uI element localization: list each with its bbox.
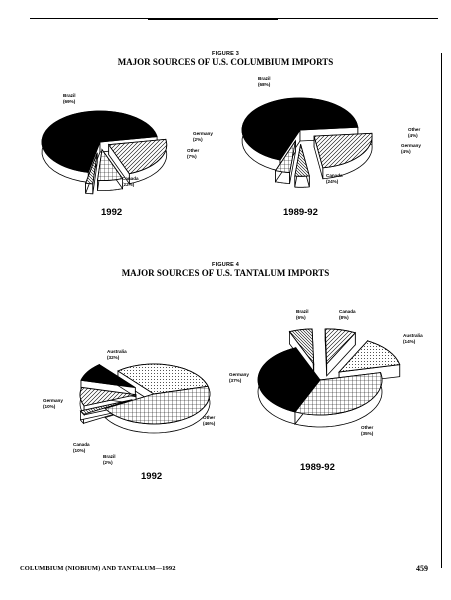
figure4-label: FIGURE 4: [212, 262, 239, 268]
slice-label-other: Other: [361, 425, 374, 430]
slice-label-other: Other: [203, 415, 216, 420]
slice-label-australia: Australia: [107, 349, 127, 354]
slice-percent-brazil: (6%): [296, 315, 306, 320]
slice-percent-germany: (10%): [43, 404, 56, 409]
slice-label-canada: Canada: [73, 442, 90, 447]
slice-percent-other: (35%): [361, 431, 374, 436]
slice-label-brazil: Brazil: [63, 93, 76, 98]
slice-label-brazil: Brazil: [103, 454, 116, 459]
figure3-label: FIGURE 3: [212, 51, 239, 57]
slice-percent-brazil: (68%): [258, 82, 271, 87]
figure4-title: MAJOR SOURCES OF U.S. TANTALUM IMPORTS: [121, 268, 330, 278]
slice-label-brazil: Brazil: [258, 76, 271, 81]
pie-chart-1: [42, 93, 213, 194]
slice-percent-germany: (2%): [193, 137, 203, 142]
slice-label-canada: Canada: [339, 309, 356, 314]
slice-percent-other: (4%): [408, 133, 418, 138]
slice-percent-other: (46%): [203, 421, 216, 426]
footer-title: COLUMBIUM (NIOBIUM) AND TANTALUM—1992: [20, 565, 176, 572]
page-number: 459: [416, 564, 428, 573]
slice-label-germany: Germany: [401, 143, 421, 148]
slice-percent-brazil: (2%): [103, 460, 113, 465]
slice-label-germany: Germany: [229, 372, 249, 377]
slice-percent-germany: (4%): [401, 149, 411, 154]
pie-chart-4: [229, 309, 423, 436]
pie-slice-germany: [295, 144, 310, 176]
slice-percent-other: (7%): [187, 154, 197, 159]
pie-chart-3: [43, 349, 216, 465]
slice-percent-canada: (22%): [122, 182, 135, 187]
slice-percent-canada: (24%): [326, 179, 339, 184]
slice-label-brazil: Brazil: [296, 309, 309, 314]
chart3-year: 1992: [141, 471, 163, 482]
chart2-year: 1989-92: [283, 207, 318, 218]
slice-percent-germany: (37%): [229, 378, 242, 383]
slice-percent-canada: (10%): [73, 448, 86, 453]
pie-chart-2: [242, 76, 421, 187]
slice-percent-canada: (8%): [339, 315, 349, 320]
slice-label-germany: Germany: [193, 131, 213, 136]
figure3-title: MAJOR SOURCES OF U.S. COLUMBIUM IMPORTS: [117, 57, 334, 67]
slice-label-germany: Germany: [43, 398, 63, 403]
chart1-year: 1992: [101, 207, 123, 218]
slice-label-canada: Canada: [326, 173, 343, 178]
slice-percent-australia: (14%): [403, 339, 416, 344]
slice-percent-brazil: (69%): [63, 99, 76, 104]
slice-label-australia: Australia: [403, 333, 423, 338]
slice-label-other: Other: [408, 127, 421, 132]
slice-label-other: Other: [187, 148, 200, 153]
slice-label-canada: Canada: [122, 176, 139, 181]
chart4-year: 1989-92: [300, 462, 335, 473]
slice-percent-australia: (32%): [107, 355, 120, 360]
